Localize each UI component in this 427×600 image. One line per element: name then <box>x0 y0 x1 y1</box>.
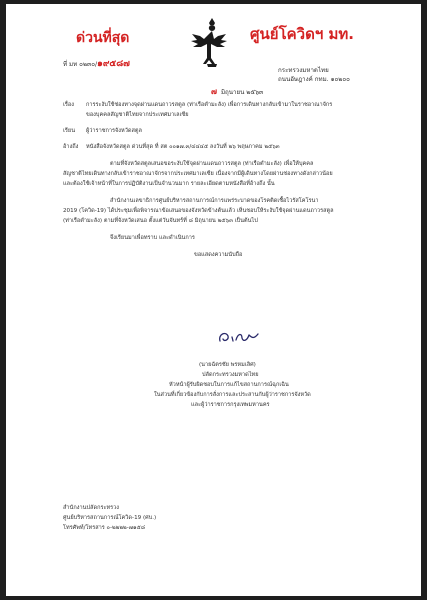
reference-value: หนังสือจังหวัดสตูล ด่วนที่สุด ที่ สต ๐๐๑๗.๓/๔๔๔๕ ลงวันที่ ๒๖ พฤษภาคม ๒๕๖๓ <box>86 144 280 150</box>
document-number <box>63 60 130 69</box>
reference-label: อ้างถึง <box>63 144 79 150</box>
to-label: เรียน <box>63 128 76 134</box>
signatory-role-line-2: ในส่วนที่เกี่ยวข้องกับการสั่งการและประสานกับผู้ว่าราชการจังหวัด <box>154 392 311 398</box>
document-number-prefix: ที่ มท ๐๒๓๐/ <box>63 61 98 68</box>
subject-label: เรื่อง <box>63 102 75 108</box>
ministry-address: ถนนอัษฎางค์ กทม. ๑๐๒๐๐ <box>278 76 350 83</box>
paragraph-2-line-1: สำนักงานเลขาธิการศูนย์บริหารสถานการณ์การแพร่ระบาดของโรคติดเชื้อไวรัสโคโรนา <box>110 198 319 204</box>
document-number-value: ๑๙๕๘๗ <box>97 59 130 69</box>
footer-office: สำนักงานปลัดกระทรวง <box>63 505 120 511</box>
handwritten-signature <box>216 328 262 346</box>
paragraph-2-line-3: (ท่าเรือตำมะลัง) ตามที่จังหวัดเสนอ ตั้งแต่วันจันทร์ที่ ๘ มิถุนายน ๒๕๖๓ เป็นต้นไป <box>63 218 258 224</box>
subject-line-2: ของบุคคลสัญชาติไทยจากประเทศมาเลเซีย <box>86 112 189 118</box>
subject-line-1: การระงับใช้ช่องทางจุดผ่านแดนถาวรสตูล (ท่าเรือตำมะลัง) เพื่อการเดินทางกลับเข้ามาในราชอาณาจักร <box>86 102 333 108</box>
date-month-year: มิถุนายน ๒๕๖๓ <box>220 89 264 96</box>
ministry-name: กระทรวงมหาดไทย <box>278 67 329 74</box>
closing-regards: ขอแสดงความนับถือ <box>194 252 243 258</box>
memo-page <box>6 4 421 596</box>
document-date <box>211 87 263 97</box>
date-day: ๗ <box>211 87 218 96</box>
closing-request: จึงเรียนมาเพื่อทราบ และดำเนินการ <box>110 235 195 241</box>
paragraph-1-line-2: สัญชาติไทยเดินทางกลับเข้าราชอาณาจักรจากประเทศมาเลเซีย เนื่องจากมีผู้เดินทางโดยผ่านช่องทางดังกล่าวน้อย <box>63 171 333 177</box>
urgent-stamp: ด่วนที่สุด <box>76 30 130 46</box>
footer-phone: โทรศัพท์/โทรสาร ๐-๒๒๒๒-๗๑๕๘ <box>63 525 146 531</box>
garuda-emblem-icon <box>188 16 236 70</box>
paragraph-1-line-1: ตามที่จังหวัดสตูลเสนอขอระงับใช้จุดผ่านแดนถาวรสตูล (ท่าเรือตำมะลัง) เพื่อให้บุคคล <box>110 161 314 167</box>
paragraph-2-line-2: 2019 (โควิด-19) ได้ประชุมเพื่อพิจารณาข้อเสนอของจังหวัดข้างต้นแล้ว เห็นชอบให้ระงับใช้จุดผ่านแดนถาวรสตูล <box>63 208 334 214</box>
signatory-name: (นายฉัตรชัย พรหมเลิศ) <box>199 362 256 368</box>
to-value: ผู้ว่าราชการจังหวัดสตูล <box>86 128 142 134</box>
signatory-title: ปลัดกระทรวงมหาดไทย <box>202 372 259 378</box>
signatory-role-line-1: หัวหน้าผู้รับผิดชอบในการแก้ไขสถานการณ์ฉุกเฉิน <box>169 382 289 388</box>
covid-center-stamp: ศูนย์โควิดฯ มท. <box>250 25 354 43</box>
signatory-role-line-3: และผู้ว่าราชการกรุงเทพมหานคร <box>191 402 270 408</box>
footer-center: ศูนย์บริหารสถานการณ์โควิด-19 (ศบ.) <box>63 515 157 521</box>
paragraph-1-line-3: และต้องใช้เจ้าหน้าที่ในการปฏิบัติงานเป็นจำนวนมาก รายละเอียดตามหนังสือที่อ้างถึง นั้น <box>63 181 275 187</box>
